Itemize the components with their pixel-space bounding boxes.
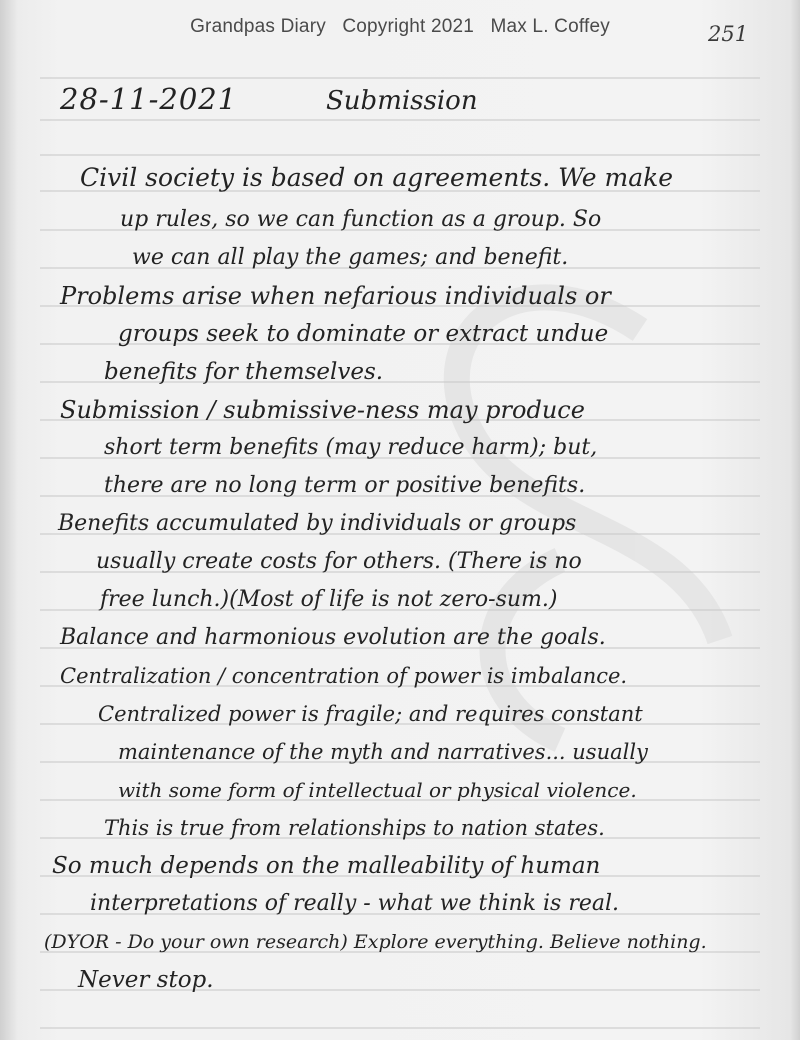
entry-line: Centralized power is fragile; and requires constant (98, 702, 643, 726)
page-number: 251 (708, 22, 749, 46)
entry-line: free lunch.)(Most of life is not zero-sum.) (100, 587, 558, 612)
entry-line: groups seek to dominate or extract undue (118, 321, 609, 347)
entry-line: benefits for themselves. (104, 359, 384, 385)
entry-line: we can all play the games; and benefit. (132, 245, 569, 270)
entry-line: up rules, so we can function as a group. So (120, 207, 602, 232)
entry-line: there are no long term or positive benefits. (104, 473, 586, 498)
entry-line: Problems arise when nefarious individuals or (60, 282, 611, 310)
entry-line: Balance and harmonious evolution are the goals. (60, 625, 606, 650)
entry-line: maintenance of the myth and narratives... usually (118, 740, 648, 764)
entry-line: So much depends on the malleability of human (52, 853, 601, 879)
entry-line: short term benefits (may reduce harm); but, (104, 435, 598, 460)
entry-line: Submission / submissive-ness may produce (60, 396, 585, 424)
entry-line: Never stop. (78, 967, 214, 993)
entry-line: This is true from relationships to nation states. (104, 816, 605, 840)
entry-line: Centralization / concentration of power is imbalance. (60, 664, 628, 688)
entry-line: interpretations of really - what we think is real. (90, 891, 620, 916)
entry-line: Civil society is based on agreements. We make (80, 163, 674, 192)
entry-line: Benefits accumulated by individuals or groups (58, 511, 577, 536)
page-header: Grandpas Diary Copyright 2021 Max L. Coffey (190, 16, 610, 37)
entry-line: usually create costs for others. (There is no (96, 549, 582, 574)
entry-line: (DYOR - Do your own research) Explore everything. Believe nothing. (44, 931, 707, 953)
entry-date: 28-11-2021 (60, 82, 238, 116)
entry-line: with some form of intellectual or physical violence. (118, 778, 637, 802)
entry-title: Submission (326, 86, 478, 116)
